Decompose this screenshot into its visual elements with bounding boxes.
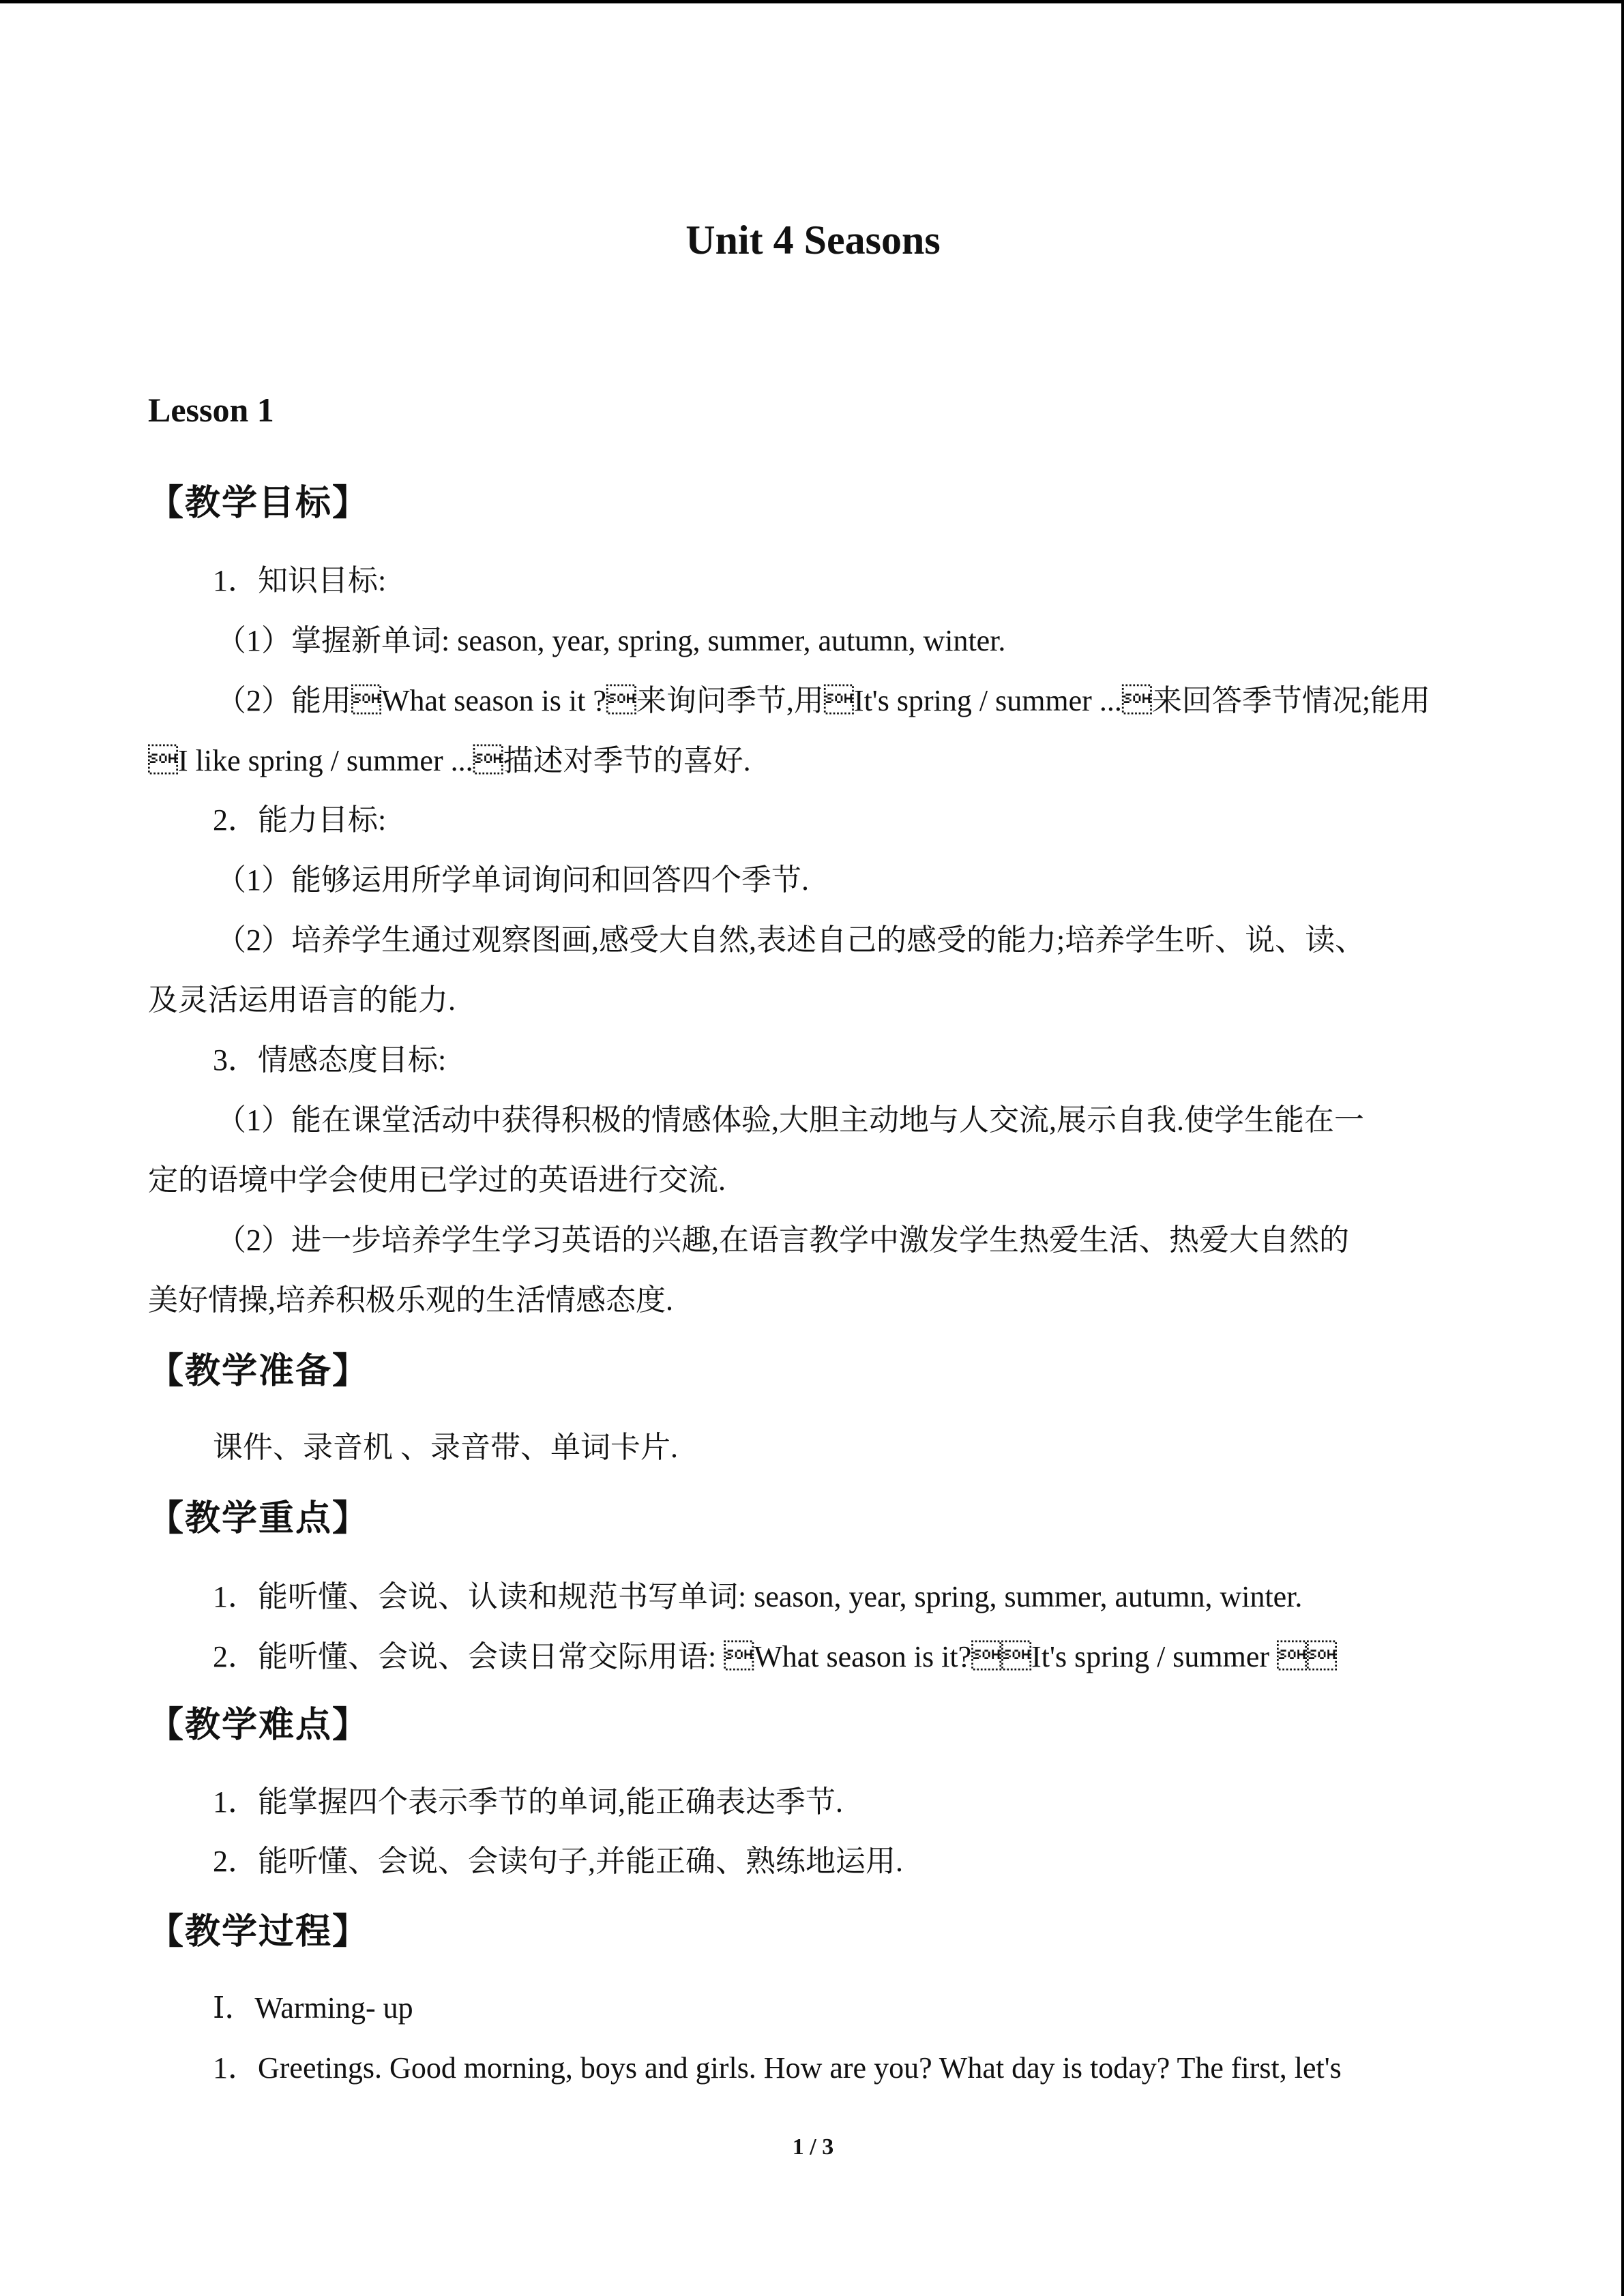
process-step-1: 1．Greetings. Good morning, boys and girls. How are you? What day is today? The first, let's xyxy=(213,2051,1342,2085)
knowledge-goal-2-line2: I like spring / summer ...描述对季节的喜好. xyxy=(148,744,751,777)
knowledge-goal-heading: 1．知识目标: xyxy=(213,564,387,597)
emotion-goal-heading: 3．情感态度目标: xyxy=(213,1043,447,1077)
section-key-points: 【教学重点】 xyxy=(148,1498,370,1539)
ability-goal-1: （1）能够运用所学单词询问和回答四个季节. xyxy=(216,863,809,897)
ability-goal-2-line1: （2）培养学生通过观察图画,感受大自然,表述自己的感受的能力;培养学生听、说、读、 xyxy=(216,923,1365,957)
difficulty-2: 2．能听懂、会说、会读句子,并能正确、熟练地运用. xyxy=(213,1845,903,1878)
page-number: 1 / 3 xyxy=(792,2134,834,2160)
section-objectives: 【教学目标】 xyxy=(148,483,370,524)
lesson-heading: Lesson 1 xyxy=(148,391,274,429)
section-difficulties: 【教学难点】 xyxy=(148,1705,370,1746)
ability-goal-heading: 2．能力目标: xyxy=(213,803,387,837)
key-point-2: 2．能听懂、会说、会读日常交际用语: What season is it?It's spring / summer  xyxy=(213,1640,1338,1673)
warming-up-heading: Ⅰ．Warming- up xyxy=(213,1991,413,2025)
emotion-goal-2-line1: （2）进一步培养学生学习英语的兴趣,在语言教学中激发学生热爱生活、热爱大自然的 xyxy=(216,1223,1349,1257)
ability-goal-2-line2: 及灵活运用语言的能力. xyxy=(148,983,456,1017)
emotion-goal-1-line2: 定的语境中学会使用已学过的英语进行交流. xyxy=(148,1163,726,1197)
emotion-goal-1-line1: （1）能在课堂活动中获得积极的情感体验,大胆主动地与人交流,展示自我.使学生能在一 xyxy=(216,1103,1364,1137)
page-title: Unit 4 Seasons xyxy=(685,218,941,263)
knowledge-goal-1: （1）掌握新单词: season, year, spring, summer, autumn, winter. xyxy=(216,624,1006,657)
right-border xyxy=(1621,0,1624,2296)
preparation-text: 课件、录音机 、录音带、单词卡片. xyxy=(213,1431,678,1464)
knowledge-goal-2-line1: （2）能用What season is it ?来询问季节,用It's spring / summer ...来回答季节情况;能用 xyxy=(216,684,1431,717)
key-point-1: 1．能听懂、会说、认读和规范书写单词: season, year, spring, summer, autumn, winter. xyxy=(213,1580,1303,1613)
section-process: 【教学过程】 xyxy=(148,1911,370,1952)
difficulty-1: 1．能掌握四个表示季节的单词,能正确表达季节. xyxy=(213,1785,843,1819)
emotion-goal-2-line2: 美好情操,培养积极乐观的生活情感态度. xyxy=(148,1283,673,1317)
section-preparation: 【教学准备】 xyxy=(148,1351,370,1392)
document-page xyxy=(148,0,1478,2296)
